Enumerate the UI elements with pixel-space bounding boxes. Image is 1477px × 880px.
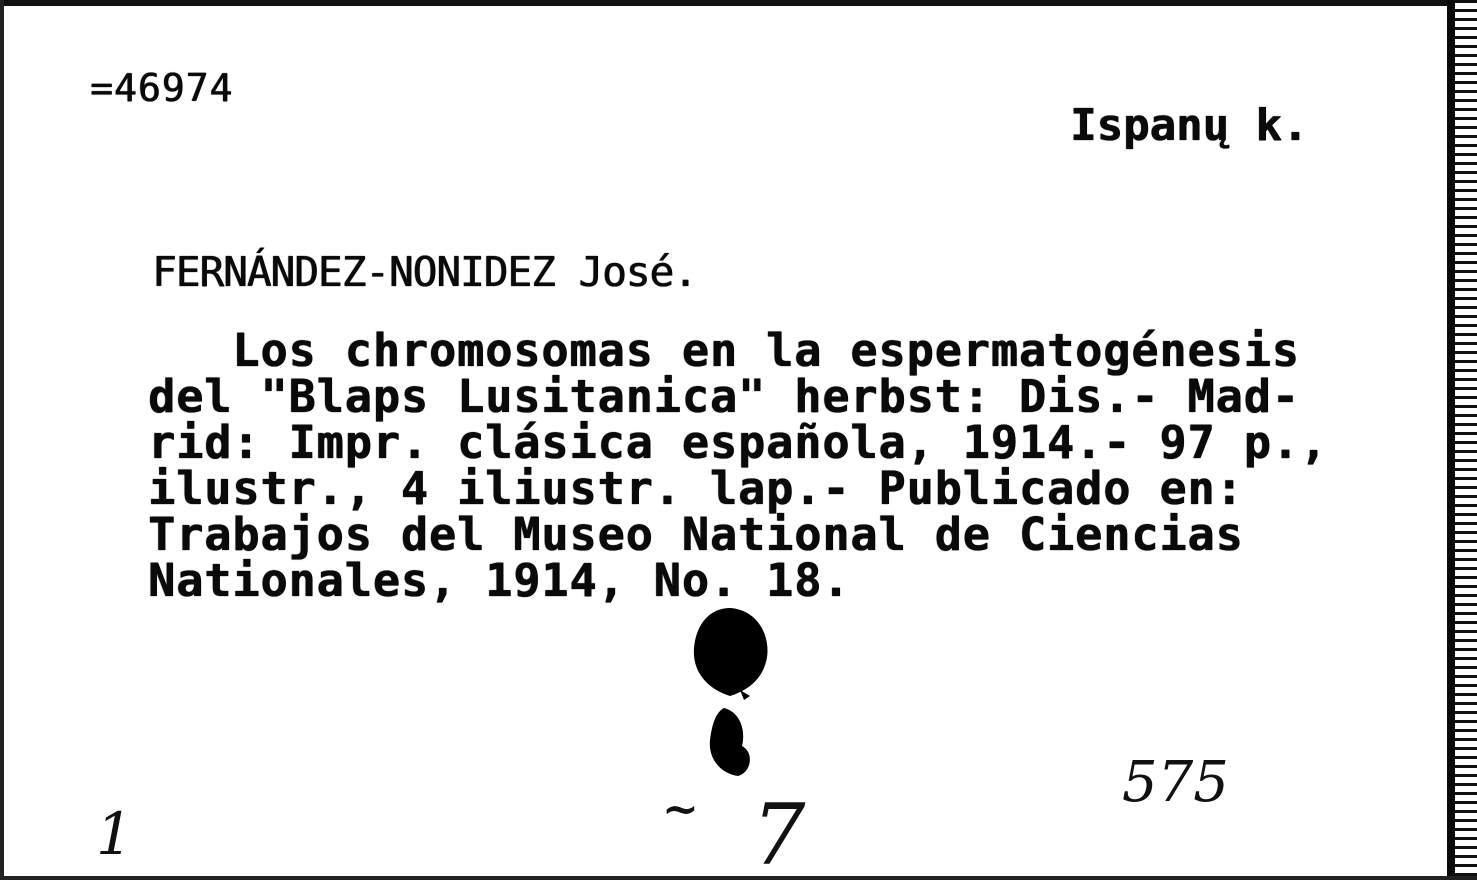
description-line: del "Blaps Lusitanica" herbst: Dis.- Mad- [148, 370, 1300, 423]
card-right-edge [1447, 0, 1477, 880]
ink-blot [680, 600, 790, 790]
accession-number: =46974 [90, 66, 234, 110]
card-left-edge [0, 0, 4, 880]
description-line: Los chromosomas en la espermatogénesis [148, 324, 1300, 377]
shelf-mark: Ispanų k. [1070, 100, 1309, 151]
bibliographic-description [148, 324, 1428, 607]
card-bottom-edge [0, 876, 1477, 880]
description-line: Nationales, 1914, No. 18. [148, 554, 851, 607]
description-line: ilustr., 4 iliustr. lap.- Publicado en: [148, 462, 1244, 515]
handwritten-tilde: ~ [662, 784, 699, 835]
description-line: rid: Impr. clásica española, 1914.- 97 p., [148, 416, 1328, 469]
description-line: Trabajos del Museo National de Ciencias [148, 508, 1244, 561]
author-heading: FERNÁNDEZ-NONIDEZ José. [152, 248, 697, 296]
handwritten-number: 575 [1122, 750, 1229, 815]
handwritten-seven: 7 [752, 786, 806, 880]
card-top-edge [0, 0, 1477, 6]
handwritten-mark-left: 1 [96, 800, 133, 868]
